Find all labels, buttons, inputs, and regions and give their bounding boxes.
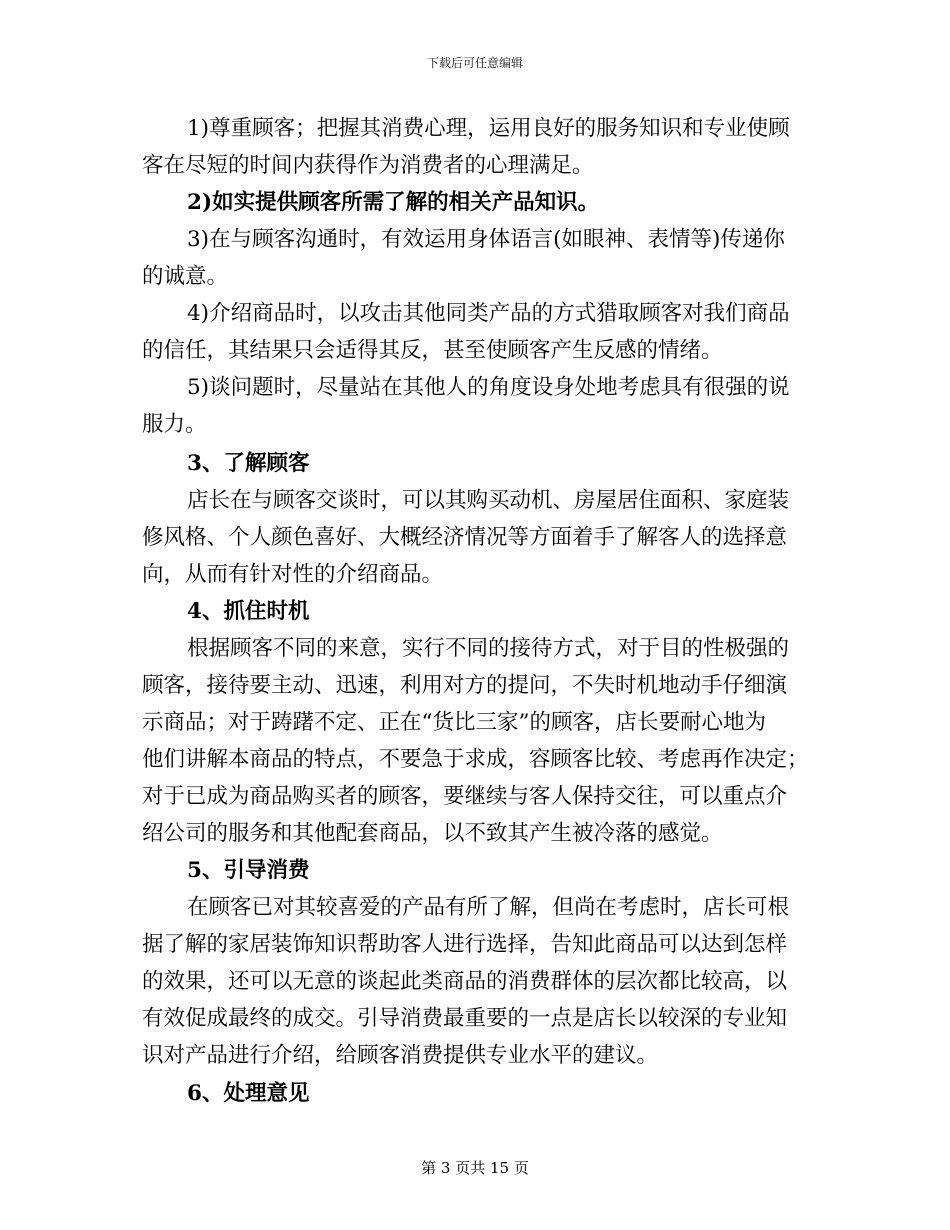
paragraph-line: 5)谈问题时，尽量站在其他人的角度设身处地考虑具有很强的说: [187, 375, 790, 400]
paragraph-line: 修风格、个人颜色喜好、大概经济情况等方面着手了解客人的选择意: [142, 525, 788, 550]
paragraph-line: 对于已成为商品购买者的顾客，要继续与客人保持交往，可以重点介: [142, 784, 788, 809]
paragraph-line: 2)如实提供顾客所需了解的相关产品知识。: [187, 190, 600, 215]
paragraph-line: 有效促成最终的成交。引导消费最重要的一点是店长以较深的专业知: [142, 1006, 788, 1031]
page-header: 下载后可任意编辑: [426, 56, 523, 70]
paragraph-line: 客在尽短的时间内获得作为消费者的心理满足。: [142, 153, 594, 178]
paragraph-line: 根据顾客不同的来意，实行不同的接待方式，对于目的性极强的: [187, 636, 790, 661]
paragraph-line: 他们讲解本商品的特点，不要急于求成，容顾客比较、考虑再作决定；: [142, 747, 809, 772]
paragraph-line: 的信任，其结果只会适得其反，甚至使顾客产生反感的情绪。: [142, 338, 723, 363]
paragraph-line: 的诚意。: [142, 264, 229, 289]
page-footer: 第 3 页共 15 页: [421, 1159, 529, 1177]
paragraph-line: 的效果，还可以无意的谈起此类商品的消费群体的层次都比较高，以: [142, 969, 788, 994]
paragraph-line: 3)在与顾客沟通时，有效运用身体语言(如眼神、表情等)传递你: [187, 227, 785, 252]
paragraph-line: 识对产品进行介绍，给顾客消费提供专业水平的建议。: [142, 1043, 659, 1068]
paragraph-line: 向，从而有针对性的介绍商品。: [142, 562, 444, 587]
paragraph-line: 绍公司的服务和其他配套商品，以不致其产生被冷落的感觉。: [142, 821, 723, 846]
paragraph-line: 1)尊重顾客；把握其消费心理，运用良好的服务知识和专业使顾: [187, 116, 790, 141]
paragraph-line: 在顾客已对其较喜爱的产品有所了解，但尚在考虑时，店长可根: [187, 895, 790, 920]
paragraph-line: 店长在与顾客交谈时，可以其购买动机、房屋居住面积、家庭装: [187, 488, 790, 513]
paragraph-line: 服力。: [142, 412, 207, 437]
paragraph-line: 顾客，接待要主动、迅速，利用对方的提问，不失时机地动手仔细演: [142, 673, 788, 698]
section-heading: 5、引导消费: [187, 858, 310, 883]
section-heading: 3、了解顾客: [187, 451, 310, 476]
section-heading: 6、处理意见: [187, 1081, 310, 1106]
section-heading: 4、抓住时机: [187, 599, 310, 624]
paragraph-line: 据了解的家居装饰知识帮助客人进行选择，告知此商品可以达到怎样: [142, 932, 788, 957]
paragraph-line: 4)介绍商品时，以攻击其他同类产品的方式猎取顾客对我们商品: [187, 301, 790, 326]
paragraph-line: 示商品；对于踌躇不定、正在“货比三家”的顾客，店长要耐心地为: [142, 710, 766, 735]
